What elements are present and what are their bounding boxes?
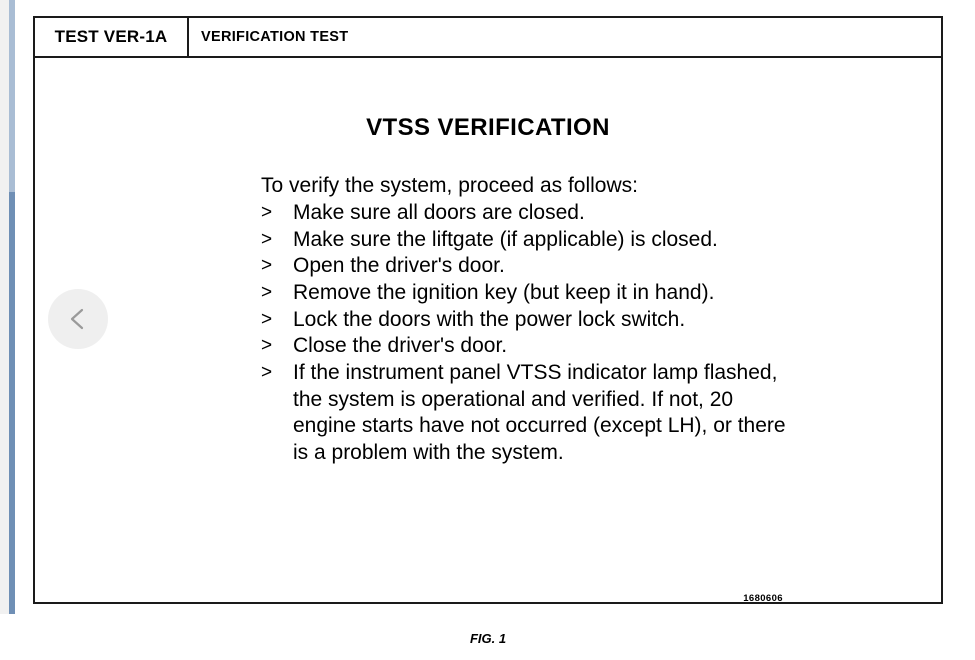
- list-item: [261, 200, 801, 227]
- bullet-marker-icon: >: [261, 335, 273, 357]
- list-item: [261, 360, 801, 467]
- list-item-text: If the instrument panel VTSS indicator lamp flashed, the system is operational and verified. If not, 20 engine starts have not occurred (except LH), or there is a problem with the system.: [293, 360, 786, 464]
- list-item: [261, 280, 801, 307]
- test-title-label: VERIFICATION TEST: [201, 29, 349, 45]
- viewer-right-margin: [953, 0, 975, 623]
- bullet-marker-icon: >: [261, 228, 273, 250]
- bullet-marker-icon: >: [261, 308, 273, 330]
- document-header: [35, 18, 941, 58]
- bullet-marker-icon: >: [261, 281, 273, 303]
- bullet-marker-icon: >: [261, 361, 273, 383]
- chevron-left-icon: [67, 306, 89, 332]
- document-body: [35, 114, 941, 660]
- test-code-label: TEST VER-1A: [35, 18, 189, 56]
- list-item-text: Make sure the liftgate (if applicable) is closed.: [293, 227, 718, 251]
- list-item-text: Make sure all doors are closed.: [293, 201, 585, 224]
- document-number: 1680606: [743, 593, 783, 604]
- list-item: [261, 307, 801, 334]
- previous-page-button[interactable]: [48, 289, 108, 349]
- steps-list: [261, 200, 801, 467]
- list-item-text: Lock the doors with the power lock switch.: [293, 307, 686, 331]
- list-item: [261, 333, 801, 360]
- list-item: [261, 253, 801, 280]
- list-item-text: Close the driver's door.: [293, 334, 508, 358]
- viewer-left-margin: [15, 0, 31, 623]
- page-title: VTSS VERIFICATION: [366, 114, 610, 141]
- list-item-text: Open the driver's door.: [293, 254, 505, 278]
- list-item-text: Remove the ignition key (but keep it in hand).: [293, 280, 715, 304]
- document-page: [33, 16, 943, 646]
- intro-text: To verify the system, proceed as follows:: [261, 174, 638, 197]
- bullet-marker-icon: >: [261, 255, 273, 277]
- list-item: [261, 227, 801, 254]
- figure-label: FIG. 1: [469, 631, 507, 646]
- bullet-marker-icon: >: [261, 202, 273, 223]
